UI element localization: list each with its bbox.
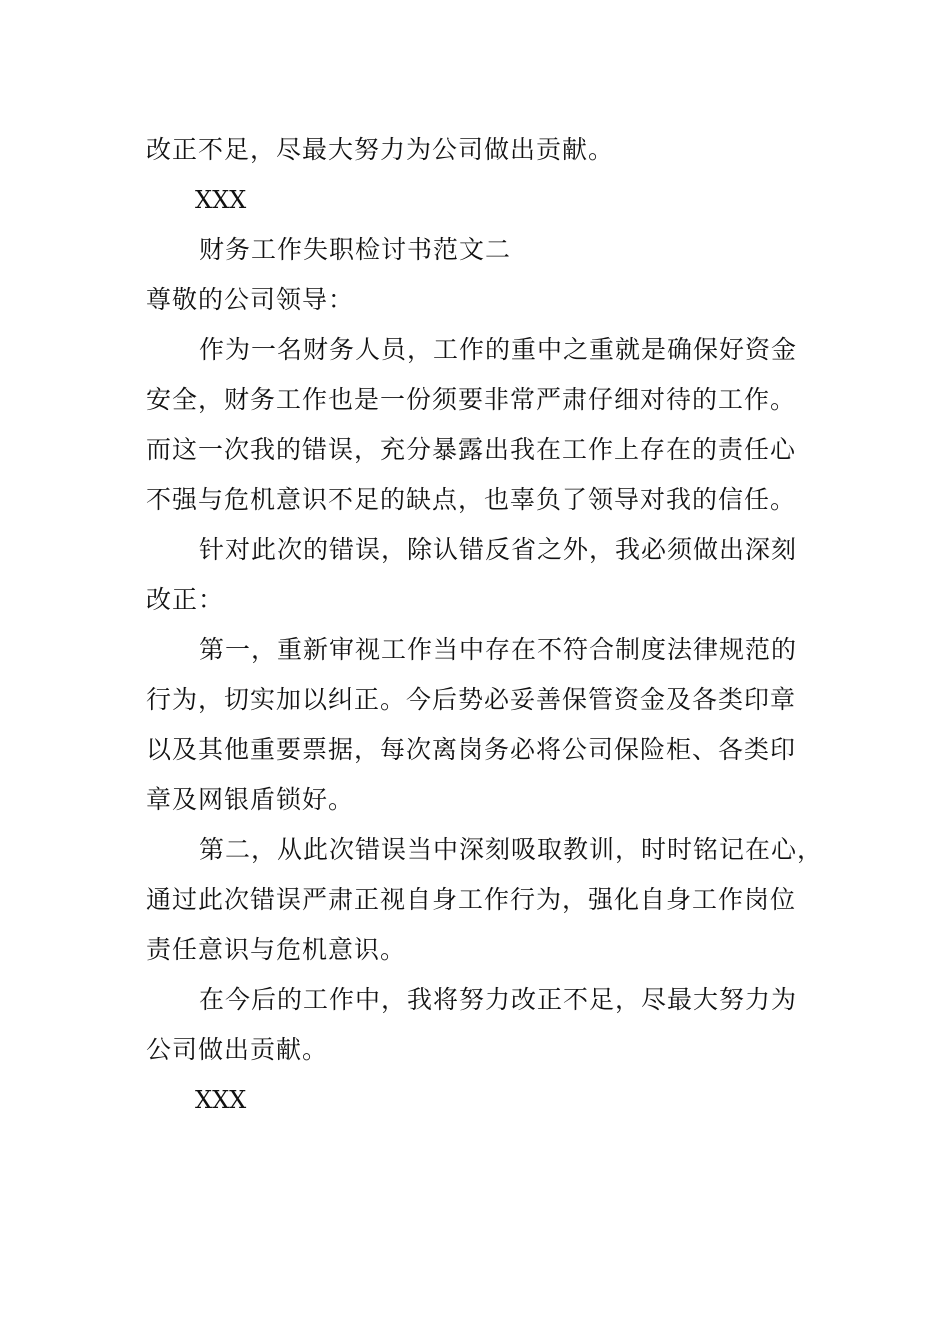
text-line: 针对此次的错误，除认错反省之外，我必须做出深刻 <box>199 535 798 564</box>
text-line: 第二，从此次错误当中深刻吸取教训，时时铭记在心， <box>199 835 824 864</box>
signature-line: XXX <box>195 1086 247 1114</box>
salutation: 尊敬的公司领导： <box>146 285 355 314</box>
text-line: 行为，切实加以纠正。今后势必妥善保管资金及各类印章 <box>146 685 797 714</box>
text-line: 在今后的工作中，我将努力改正不足，尽最大努力为 <box>199 985 798 1014</box>
text-line: 第一，重新审视工作当中存在不符合制度法律规范的 <box>199 635 798 664</box>
text-line: 责任意识与危机意识。 <box>146 935 407 964</box>
text-line: 不强与危机意识不足的缺点，也辜负了领导对我的信任。 <box>146 485 797 514</box>
text-line: 以及其他重要票据，每次离岗务必将公司保险柜、各类印 <box>146 735 797 764</box>
text-line: 作为一名财务人员，工作的重中之重就是确保好资金 <box>199 335 798 364</box>
text-line: 公司做出贡献。 <box>146 1035 329 1064</box>
signature-line: XXX <box>195 186 247 214</box>
section-title: 财务工作失职检讨书范文二 <box>199 235 512 264</box>
text-line: 而这一次我的错误，充分暴露出我在工作上存在的责任心 <box>146 435 797 464</box>
text-line: 改正： <box>146 585 225 614</box>
text-line: 改正不足，尽最大努力为公司做出贡献。 <box>146 135 615 164</box>
text-line: 章及网银盾锁好。 <box>146 785 355 814</box>
text-line: 通过此次错误严肃正视自身工作行为，强化自身工作岗位 <box>146 885 797 914</box>
text-line: 安全，财务工作也是一份须要非常严肃仔细对待的工作。 <box>146 385 797 414</box>
